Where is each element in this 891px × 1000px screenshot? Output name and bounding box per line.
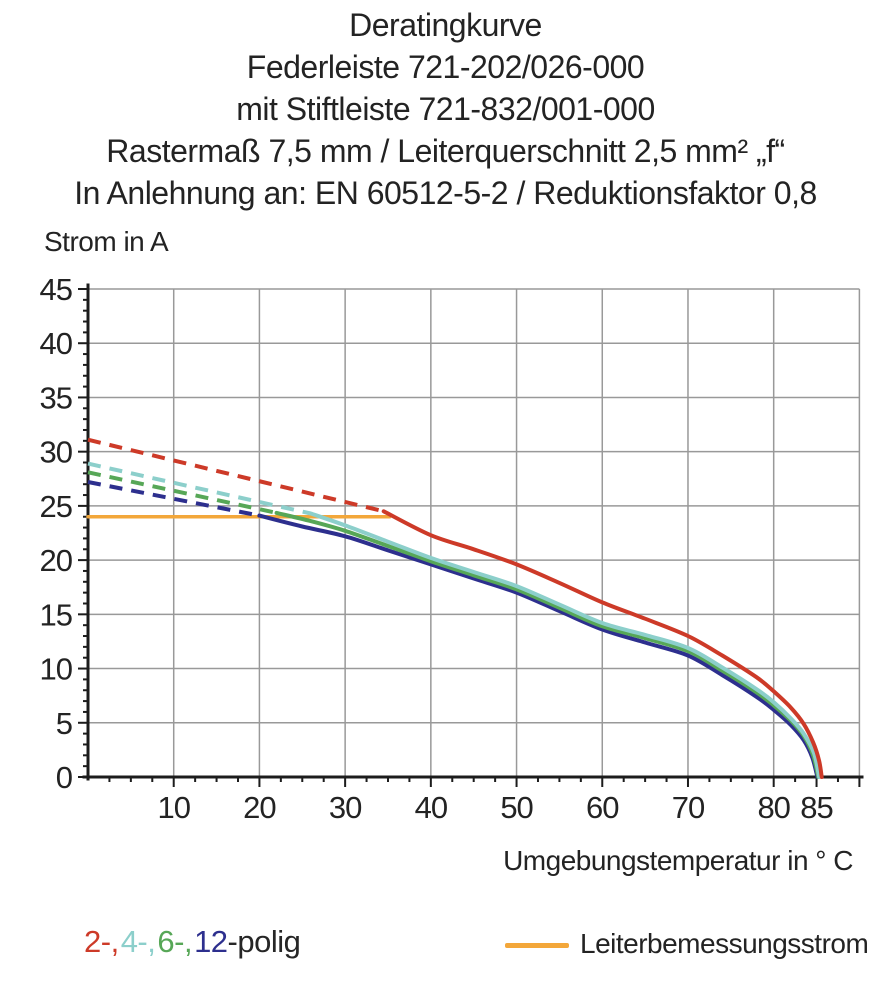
tick-labels bbox=[40, 272, 833, 825]
y-tick-label: 40 bbox=[39, 326, 72, 362]
legend-4pole: 4-, bbox=[120, 924, 156, 959]
y-tick-label: 0 bbox=[55, 760, 72, 795]
y-tick-label: 5 bbox=[55, 705, 72, 741]
y-axis-title: Strom in A bbox=[44, 226, 169, 257]
y-tick-label: 35 bbox=[39, 380, 72, 416]
title-line-3: mit Stiftleiste 721-832/001-000 bbox=[236, 91, 655, 127]
y-tick-label: 15 bbox=[39, 597, 72, 633]
y-tick-label: 20 bbox=[39, 543, 72, 579]
legend-2pole: 2-, bbox=[84, 924, 119, 959]
y-tick-label: 45 bbox=[39, 272, 72, 307]
gridlines bbox=[88, 289, 859, 777]
x-tick-label: 10 bbox=[157, 790, 190, 825]
title-line-2: Federleiste 721-202/026-000 bbox=[246, 49, 645, 85]
legend-6pole: 6-, bbox=[157, 924, 193, 959]
x-tick-label: 50 bbox=[500, 790, 533, 825]
x-tick-label: 70 bbox=[671, 790, 705, 825]
series-6-polig-solid bbox=[277, 513, 819, 777]
x-tick-label: 85 bbox=[800, 790, 833, 825]
x-tick-label: 40 bbox=[414, 790, 448, 825]
x-axis-title: Umgebungstemperatur in ° C bbox=[503, 845, 853, 876]
legend-12pole: 12 bbox=[194, 924, 228, 959]
rated-current-line-icon bbox=[505, 943, 569, 948]
title-line-5: In Anlehnung an: EN 60512-5-2 / Reduktionsfaktor 0,8 bbox=[74, 175, 817, 211]
x-tick-label: 60 bbox=[586, 790, 619, 825]
title-line-1: Deratingkurve bbox=[349, 7, 542, 43]
series-4-polig-solid bbox=[311, 514, 819, 778]
legend-poles-suffix: -polig bbox=[227, 924, 301, 959]
y-tick-label: 30 bbox=[39, 434, 72, 470]
x-tick-label: 80 bbox=[757, 790, 790, 825]
series-12-polig-solid bbox=[259, 516, 817, 777]
x-tick-label: 20 bbox=[243, 790, 276, 825]
axis-ticks bbox=[78, 289, 859, 787]
x-tick-label: 30 bbox=[328, 790, 362, 825]
y-tick-label: 25 bbox=[39, 488, 72, 524]
y-tick-label: 10 bbox=[39, 651, 72, 687]
title-line-4: Rastermaß 7,5 mm / Leiterquerschnitt 2,5 mm² „f“ bbox=[106, 133, 785, 169]
axes bbox=[84, 285, 862, 779]
legend-pole-counts bbox=[84, 924, 302, 960]
rated-current-label: Leiterbemessungsstrom bbox=[580, 928, 869, 959]
